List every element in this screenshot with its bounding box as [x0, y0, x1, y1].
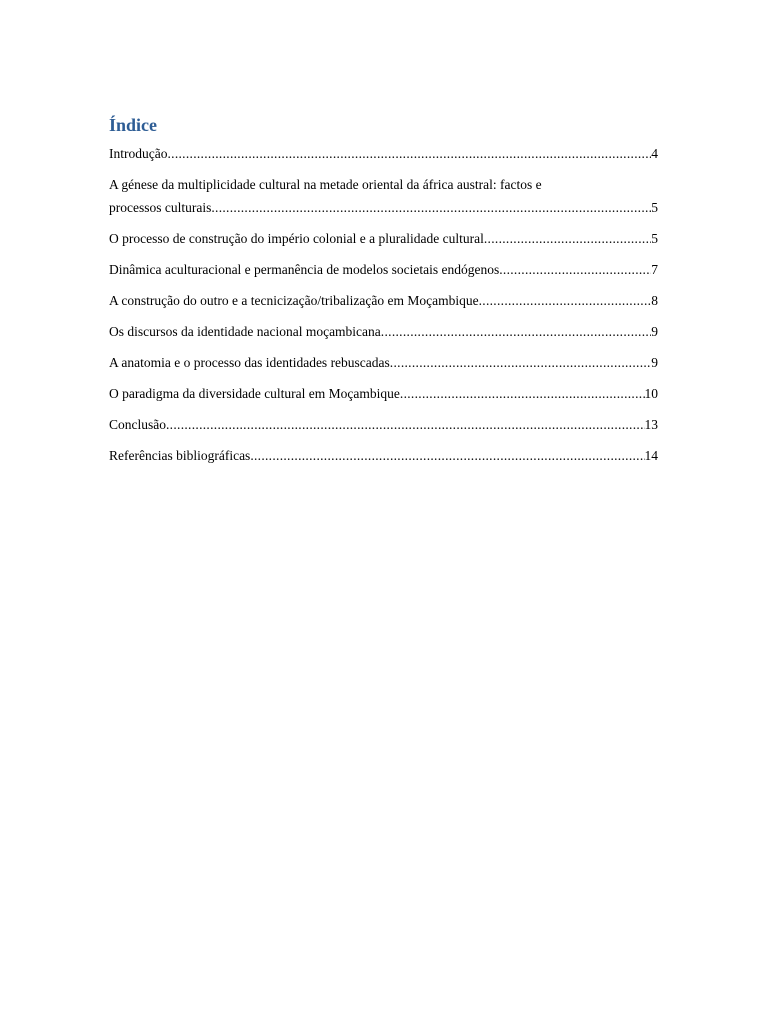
toc-entry-paradigma[interactable] [109, 382, 658, 405]
toc-page-number: 5 [651, 200, 658, 215]
toc-title: Índice [109, 115, 158, 135]
toc-page-number: 4 [651, 146, 658, 161]
toc-entry-label: A anatomia e o processo das identidades rebuscadas [109, 355, 390, 370]
toc-entry-label: Referências bibliográficas [109, 448, 251, 463]
toc-dot-leader [390, 351, 651, 374]
toc-page-number: 14 [644, 448, 658, 463]
toc-entry-dinamica-aculturacional[interactable] [109, 258, 658, 281]
toc-page-number: 9 [651, 355, 658, 370]
toc-dot-leader [250, 444, 644, 467]
toc-entry-label: O paradigma da diversidade cultural em Moçambique [109, 386, 400, 401]
toc-dot-leader [479, 289, 652, 312]
toc-entry-genese[interactable] [109, 173, 658, 219]
toc-entry-anatomia[interactable] [109, 351, 658, 374]
toc-page-number: 5 [651, 231, 658, 246]
toc-entry-label: Introdução [109, 146, 168, 161]
toc-page-number: 7 [651, 262, 658, 277]
toc-entry-referencias[interactable] [109, 444, 658, 467]
toc-dot-leader [166, 413, 645, 436]
toc-entry-label: Dinâmica aculturacional e permanência de modelos societais endógenos [109, 262, 500, 277]
toc-entry-imperio-colonial[interactable] [109, 227, 658, 250]
toc-entry-conclusao[interactable] [109, 413, 658, 436]
toc-entry-label: processos culturais [109, 200, 212, 215]
toc-page-number: 10 [644, 386, 658, 401]
toc-dot-leader [211, 196, 651, 219]
toc-entry-label-line1: A génese da multiplicidade cultural na metade oriental da áfrica austral: factos e [109, 177, 542, 192]
toc-dot-leader [381, 320, 651, 343]
toc-page-number: 13 [644, 417, 658, 432]
toc-entry-label: A construção do outro e a tecnicização/tribalização em Moçambique [109, 293, 479, 308]
toc-entry-discursos-identidade[interactable] [109, 320, 658, 343]
toc-entry-label: Conclusão [109, 417, 166, 432]
toc-dot-leader [400, 382, 645, 405]
toc-entry-construcao-outro[interactable] [109, 289, 658, 312]
table-of-contents [109, 142, 658, 475]
toc-entry-label: Os discursos da identidade nacional moçambicana [109, 324, 381, 339]
toc-page-number: 9 [651, 324, 658, 339]
toc-dot-leader [167, 142, 651, 165]
toc-entry-label: O processo de construção do império colonial e a pluralidade cultural [109, 231, 484, 246]
toc-dot-leader [484, 227, 651, 250]
toc-dot-leader [499, 258, 651, 281]
toc-page-number: 8 [651, 293, 658, 308]
toc-entry-introducao[interactable] [109, 142, 658, 165]
